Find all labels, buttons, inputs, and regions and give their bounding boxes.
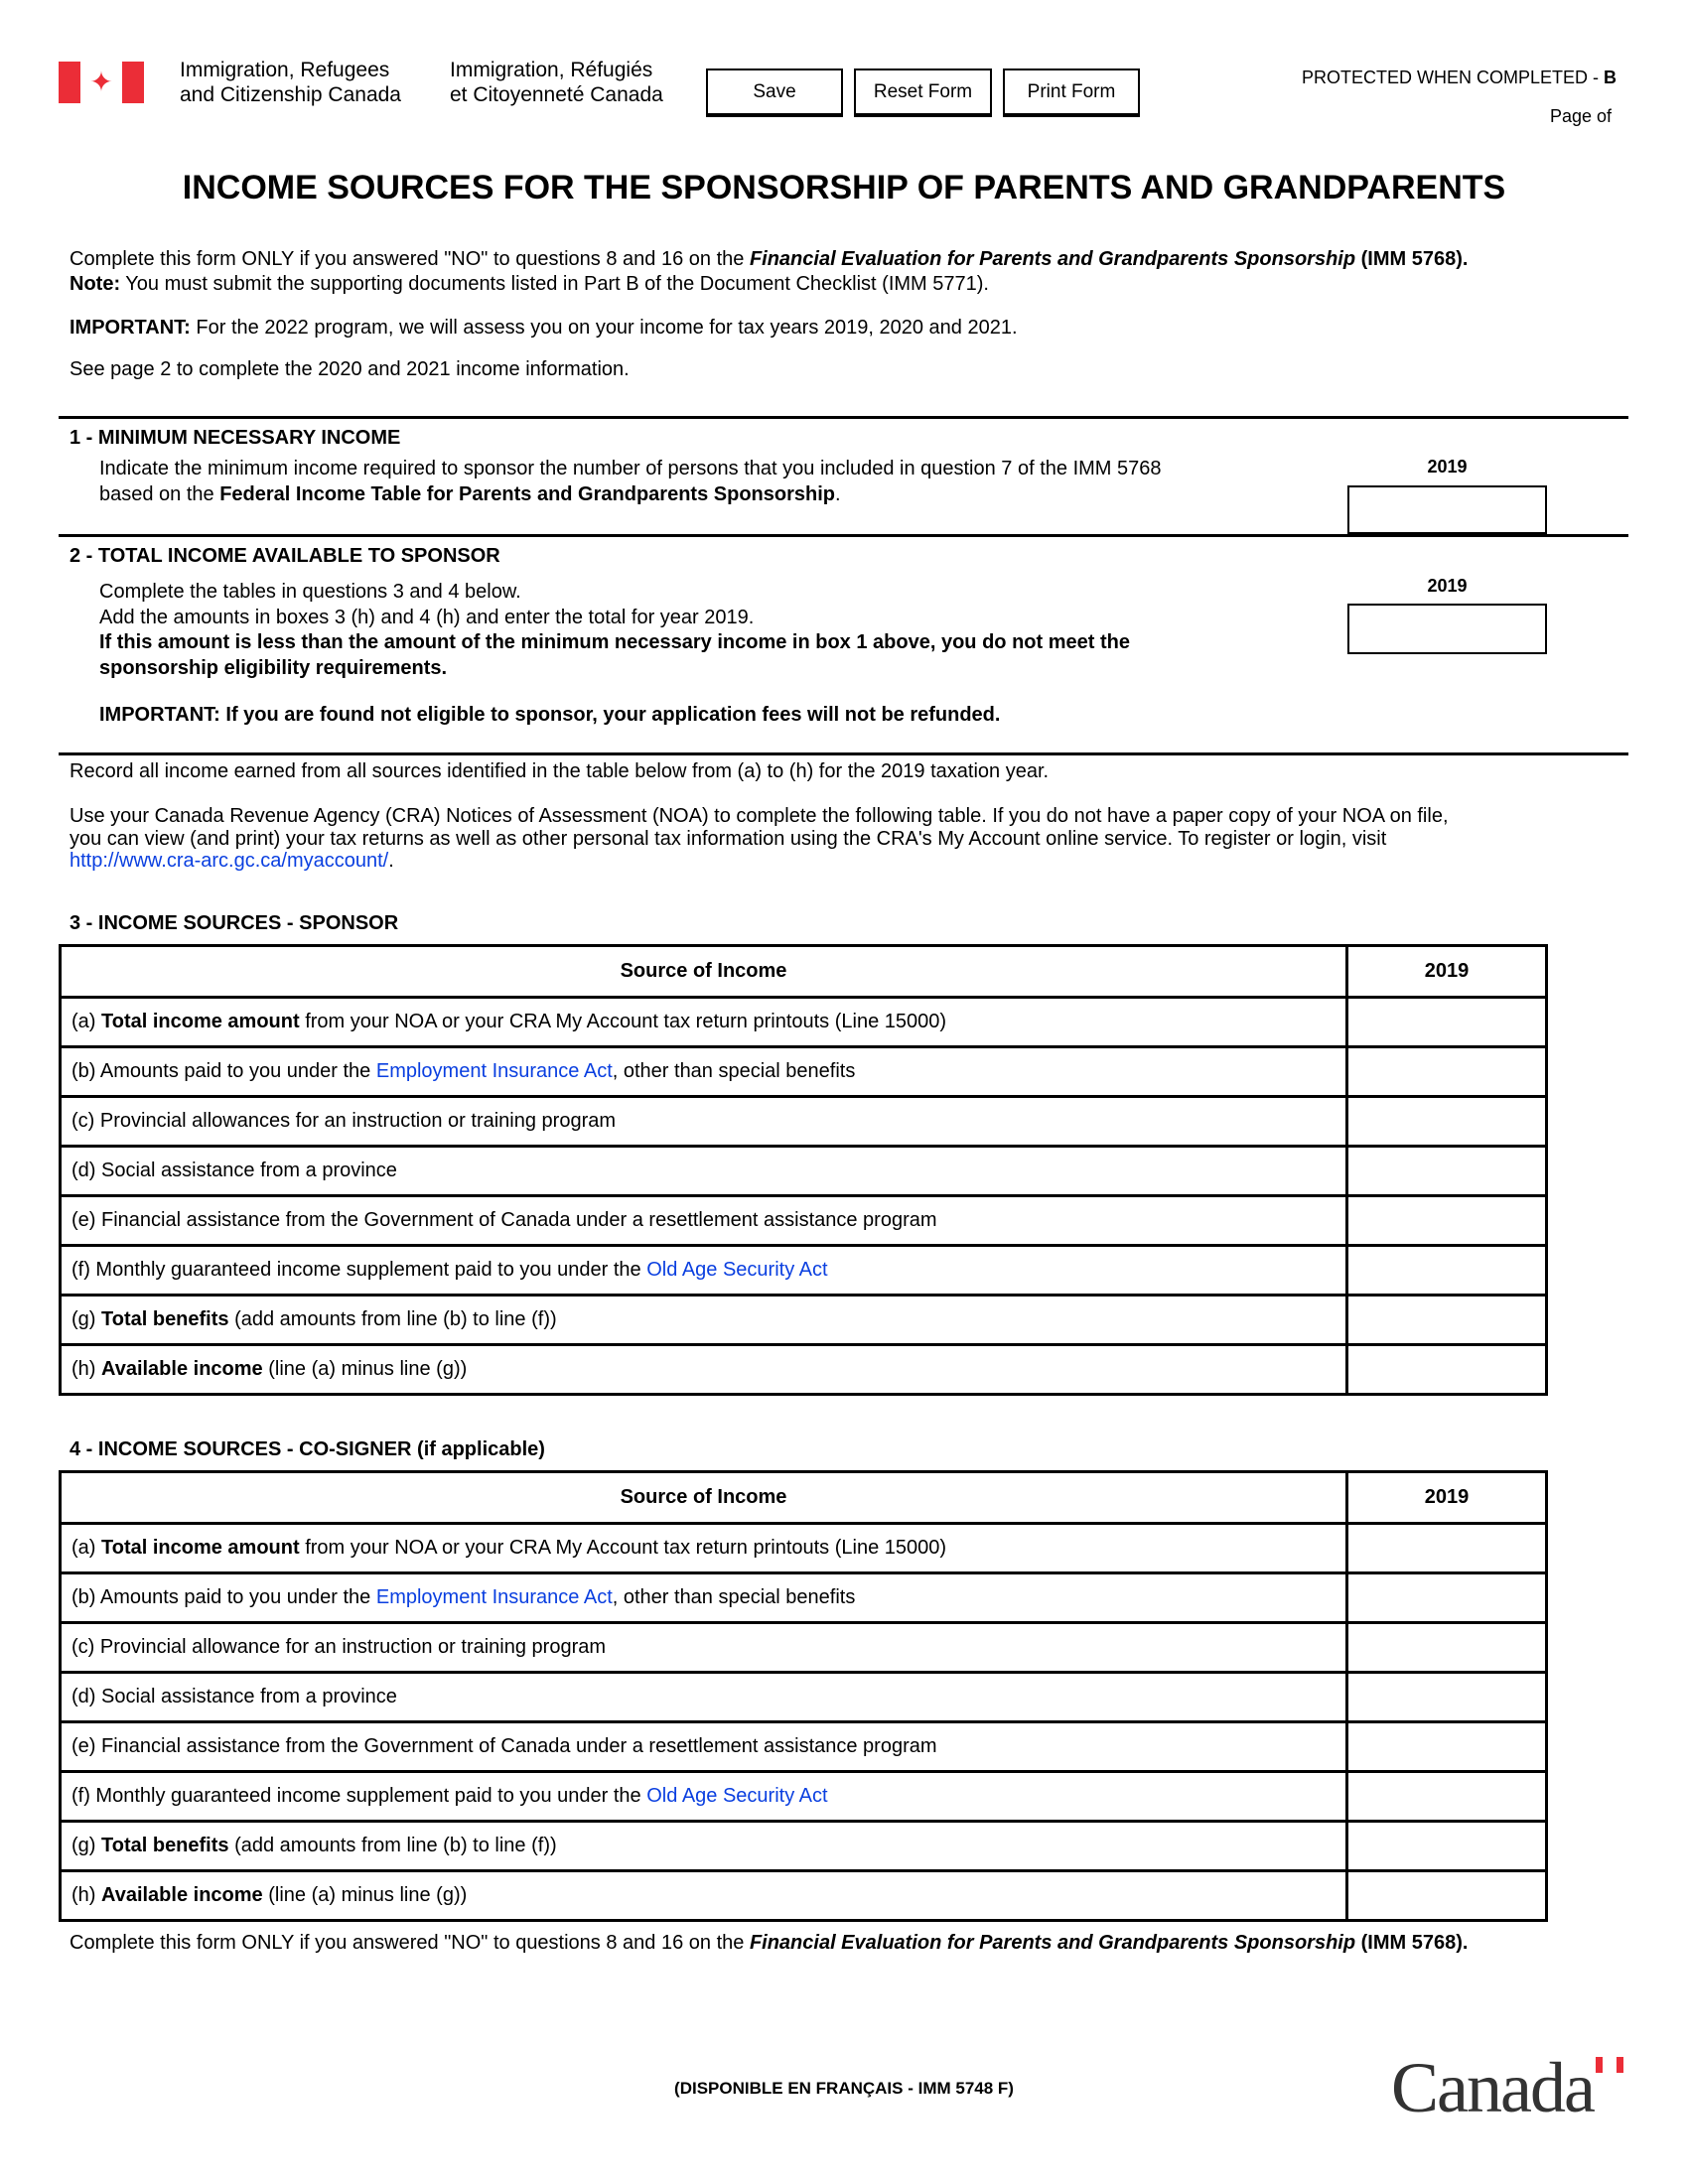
amount-cell [1347, 1623, 1547, 1673]
amount-input[interactable] [1348, 1297, 1545, 1343]
amount-cell [1347, 1097, 1547, 1147]
amount-input[interactable] [1348, 1197, 1545, 1244]
table-header-row [61, 946, 1547, 998]
wordmark-flag-icon [1596, 2057, 1623, 2073]
table-row [61, 1673, 1547, 1722]
section-2-year-label: 2019 [1427, 576, 1468, 596]
reset-form-button[interactable]: Reset Form [854, 68, 992, 117]
amount-input[interactable] [1348, 1574, 1545, 1621]
amount-input[interactable] [1348, 1525, 1545, 1571]
amount-input[interactable] [1348, 1872, 1545, 1919]
income-source-label: (b) Amounts paid to you under the Employment Insurance Act, other than special benefits [61, 1573, 1347, 1623]
table-row [61, 1573, 1547, 1623]
income-source-label: (b) Amounts paid to you under the Employment Insurance Act, other than special benefits [61, 1047, 1347, 1097]
section-1-text: Indicate the minimum income required to sponsor the number of persons that you included in question 7 of the IMM 5768 based on the Federal Income Table for Parents and Grandparents Sponsorship. [99, 458, 1162, 505]
table-row [61, 1345, 1547, 1395]
section-3-heading: 3 - INCOME SOURCES - SPONSOR [70, 912, 399, 934]
income-source-label: (e) Financial assistance from the Government of Canada under a resettlement assistance program [61, 1722, 1347, 1772]
intro-see-page: See page 2 to complete the 2020 and 2021 income information. [70, 358, 630, 380]
table-row [61, 1296, 1547, 1345]
table-row [61, 1871, 1547, 1921]
amount-cell [1347, 1246, 1547, 1296]
section-2-heading: 2 - TOTAL INCOME AVAILABLE TO SPONSOR [70, 545, 500, 567]
table-row [61, 998, 1547, 1047]
act-link[interactable]: Employment Insurance Act [375, 1060, 613, 1082]
canada-wordmark-logo: Canada [1391, 2048, 1594, 2127]
source-header: Source of Income [61, 946, 1347, 998]
table-header-row [61, 1472, 1547, 1524]
income-source-label: (d) Social assistance from a province [61, 1147, 1347, 1196]
divider [59, 534, 1628, 537]
amount-cell [1347, 998, 1547, 1047]
intro-note: Note: You must submit the supporting documents listed in Part B of the Document Checklist (IMM 5771). [70, 273, 989, 295]
table-row [61, 1623, 1547, 1673]
amount-input[interactable] [1348, 1048, 1545, 1095]
income-source-label: (e) Financial assistance from the Government of Canada under a resettlement assistance program [61, 1196, 1347, 1246]
amount-input[interactable] [1348, 1674, 1545, 1720]
amount-input[interactable] [1348, 1823, 1545, 1869]
income-source-label: (f) Monthly guaranteed income supplement paid to you under the Old Age Security Act [61, 1772, 1347, 1822]
income-source-label: (g) Total benefits (add amounts from line (b) to line (f)) [61, 1296, 1347, 1345]
income-source-label: (g) Total benefits (add amounts from line (b) to line (f)) [61, 1822, 1347, 1871]
table-row [61, 1196, 1547, 1246]
amount-input[interactable] [1348, 999, 1545, 1045]
table-row [61, 1097, 1547, 1147]
amount-cell [1347, 1196, 1547, 1246]
cosigner-income-table [59, 1470, 1548, 1922]
intro-important: IMPORTANT: For the 2022 program, we will assess you on your income for tax years 2019, 2020 and 2021. [70, 317, 1018, 339]
french-availability: (DISPONIBLE EN FRANÇAIS - IMM 5748 F) [674, 2079, 1014, 2098]
table-row [61, 1722, 1547, 1772]
department-name-fr: Immigration, Réfugiés et Citoyenneté Canada [450, 59, 663, 106]
minimum-income-field[interactable] [1347, 485, 1547, 534]
act-link[interactable]: Old Age Security Act [646, 1259, 828, 1281]
amount-input[interactable] [1348, 1346, 1545, 1393]
amount-cell [1347, 1722, 1547, 1772]
divider [59, 416, 1628, 419]
amount-cell [1347, 1573, 1547, 1623]
cra-myaccount-link[interactable]: http://www.cra-arc.gc.ca/myaccount/ [70, 850, 389, 872]
footer-note: Complete this form ONLY if you answered "NO" to questions 8 and 16 on the Financial Evaluation for Parents and Grandparents Sponsorship (IMM 5768). [70, 1932, 1469, 1954]
amount-cell [1347, 1772, 1547, 1822]
section-1-heading: 1 - MINIMUM NECESSARY INCOME [70, 427, 401, 449]
act-link[interactable]: Employment Insurance Act [375, 1586, 613, 1608]
income-source-label: (a) Total income amount from your NOA or your CRA My Account tax return printouts (Line 15000) [61, 998, 1347, 1047]
amount-input[interactable] [1348, 1723, 1545, 1770]
section-1-year-label: 2019 [1427, 457, 1468, 477]
page-title: INCOME SOURCES FOR THE SPONSORSHIP OF PARENTS AND GRANDPARENTS [182, 169, 1506, 206]
cra-text: Use your Canada Revenue Agency (CRA) Notices of Assessment (NOA) to complete the following table. If you do not have a paper copy of your NOA on file, you can view (and print) your tax returns as well as other personal tax information using the CRA's My Account online service. To register or login, visit http://www.cra-arc.gc.ca/myaccount/. [70, 805, 1449, 872]
amount-cell [1347, 1345, 1547, 1395]
table-row [61, 1047, 1547, 1097]
amount-cell [1347, 1047, 1547, 1097]
divider [59, 752, 1628, 755]
amount-input[interactable] [1348, 1247, 1545, 1294]
save-button[interactable]: Save [706, 68, 843, 117]
amount-input[interactable] [1348, 1773, 1545, 1820]
print-form-button[interactable]: Print Form [1003, 68, 1140, 117]
table-row [61, 1246, 1547, 1296]
amount-cell [1347, 1524, 1547, 1573]
year-header: 2019 [1347, 946, 1547, 998]
amount-cell [1347, 1147, 1547, 1196]
section-2-text: Complete the tables in questions 3 and 4 below. Add the amounts in boxes 3 (h) and 4 (h) and enter the total for year 2019. If this amount is less than the amount of the minimum necessary income in box 1 above, you do not meet the sponsorship eligibility requirements. IMPORTANT: If you are found not eligible to sponsor, your application fees will not be refunded. [99, 581, 1130, 726]
amount-cell [1347, 1871, 1547, 1921]
income-source-label: (c) Provincial allowances for an instruction or training program [61, 1097, 1347, 1147]
amount-cell [1347, 1673, 1547, 1722]
maple-leaf-icon: ✦ [89, 67, 113, 97]
amount-cell [1347, 1822, 1547, 1871]
table-row [61, 1524, 1547, 1573]
income-source-label: (a) Total income amount from your NOA or your CRA My Account tax return printouts (Line 15000) [61, 1524, 1347, 1573]
income-source-label: (f) Monthly guaranteed income supplement paid to you under the Old Age Security Act [61, 1246, 1347, 1296]
department-name-en: Immigration, Refugees and Citizenship Canada [180, 59, 401, 106]
amount-input[interactable] [1348, 1098, 1545, 1145]
amount-input[interactable] [1348, 1148, 1545, 1194]
intro-text: Complete this form ONLY if you answered "NO" to questions 8 and 16 on the Financial Evaluation for Parents and Grandparents Sponsorship (IMM 5768). [70, 248, 1469, 270]
year-header: 2019 [1347, 1472, 1547, 1524]
protected-label: PROTECTED WHEN COMPLETED - B [1301, 68, 1617, 87]
page-number: Page of [1549, 106, 1612, 126]
section-4-heading: 4 - INCOME SOURCES - CO-SIGNER (if applicable) [70, 1438, 545, 1460]
source-header: Source of Income [61, 1472, 1347, 1524]
table-row [61, 1772, 1547, 1822]
income-source-label: (d) Social assistance from a province [61, 1673, 1347, 1722]
income-source-label: (h) Available income (line (a) minus line (g)) [61, 1871, 1347, 1921]
table-row [61, 1147, 1547, 1196]
canada-flag-logo [59, 62, 144, 103]
amount-cell [1347, 1296, 1547, 1345]
income-source-label: (c) Provincial allowance for an instruction or training program [61, 1623, 1347, 1673]
act-link[interactable]: Old Age Security Act [646, 1785, 828, 1807]
sponsor-income-table [59, 944, 1548, 1396]
total-income-field[interactable] [1347, 604, 1547, 654]
table-row [61, 1822, 1547, 1871]
amount-input[interactable] [1348, 1624, 1545, 1671]
income-source-label: (h) Available income (line (a) minus line (g)) [61, 1345, 1347, 1395]
record-text: Record all income earned from all sources identified in the table below from (a) to (h) for the 2019 taxation year. [70, 760, 1050, 782]
